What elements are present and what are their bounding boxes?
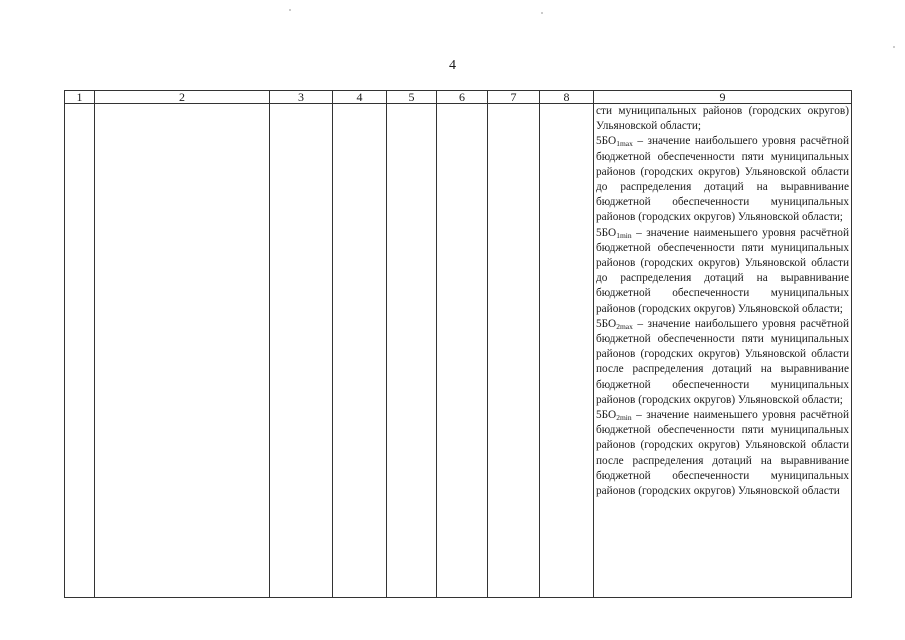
definition-subscript: 1max: [616, 139, 633, 149]
col-header-5: 5: [387, 91, 437, 104]
document-table: [64, 90, 852, 598]
definition-symbol: 5БО: [596, 409, 617, 422]
definition-paragraph: [596, 226, 849, 317]
col-header-3: 3: [270, 91, 333, 104]
definition-text: – значение наименьшего уровня расчётной бюджетной обеспеченности пяти муниципальных районов (городских округов) Ульяновской области до распределения дотаций на выравнивание бюджетной обеспеченности муниципальных районов (городских округов) Ульяновской области;: [596, 226, 849, 315]
col-header-9: 9: [594, 91, 852, 104]
col-header-4: 4: [333, 91, 387, 104]
definition-symbol: 5БО: [596, 135, 617, 148]
definition-subscript: 2min: [616, 413, 632, 423]
col-header-7: 7: [488, 91, 540, 104]
cell-col-8: [540, 104, 594, 598]
definition-paragraph: [596, 104, 849, 134]
definition-text: сти муниципальных районов (городских округов) Ульяновской области;: [596, 105, 849, 133]
scan-speck: [289, 9, 291, 11]
cell-col-7: [488, 104, 540, 598]
col-header-6: 6: [437, 91, 488, 104]
definition-subscript: 2max: [616, 321, 633, 331]
scan-speck: [893, 46, 895, 48]
col-header-1: 1: [65, 91, 95, 104]
definition-symbol: 5БО: [596, 317, 617, 330]
definition-text: – значение наименьшего уровня расчётной бюджетной обеспеченности пяти муниципальных районов (городских округов) Ульяновской области после распределения дотаций на выравнивание бюджетной обеспеченности муниципальных районов (городских округов) Ульяновской области: [596, 409, 849, 498]
cell-col-3: [270, 104, 333, 598]
col-header-8: 8: [540, 91, 594, 104]
definition-text: – значение наибольшего уровня расчётной бюджетной обеспеченности пяти муниципальных районов (городских округов) Ульяновской области после распределения дотаций на выравнивание бюджетной обеспеченности муниципальных районов (городских округов) Ульяновской области;: [596, 317, 849, 406]
page-number: 4: [449, 58, 456, 73]
scan-speck: [541, 12, 543, 14]
cell-col-1: [65, 104, 95, 598]
cell-col-5: [387, 104, 437, 598]
definition-paragraph: [596, 134, 849, 225]
definition-text: – значение наибольшего уровня расчётной бюджетной обеспеченности пяти муниципальных районов (городских округов) Ульяновской области до распределения дотаций на выравнивание бюджетной обеспеченности муниципальных районов (городских округов) Ульяновской области;: [596, 135, 849, 224]
table-row: [65, 104, 852, 598]
cell-col-2: [95, 104, 270, 598]
definition-subscript: 1min: [616, 230, 632, 240]
cell-col-4: [333, 104, 387, 598]
definition-paragraph: [596, 408, 849, 499]
cell-col-9: [594, 104, 852, 598]
definition-paragraph: [596, 317, 849, 408]
col-header-2: 2: [95, 91, 270, 104]
definitions-text: [594, 104, 851, 499]
cell-col-6: [437, 104, 488, 598]
table-header-row: [65, 91, 852, 104]
definition-symbol: 5БО: [596, 226, 617, 239]
